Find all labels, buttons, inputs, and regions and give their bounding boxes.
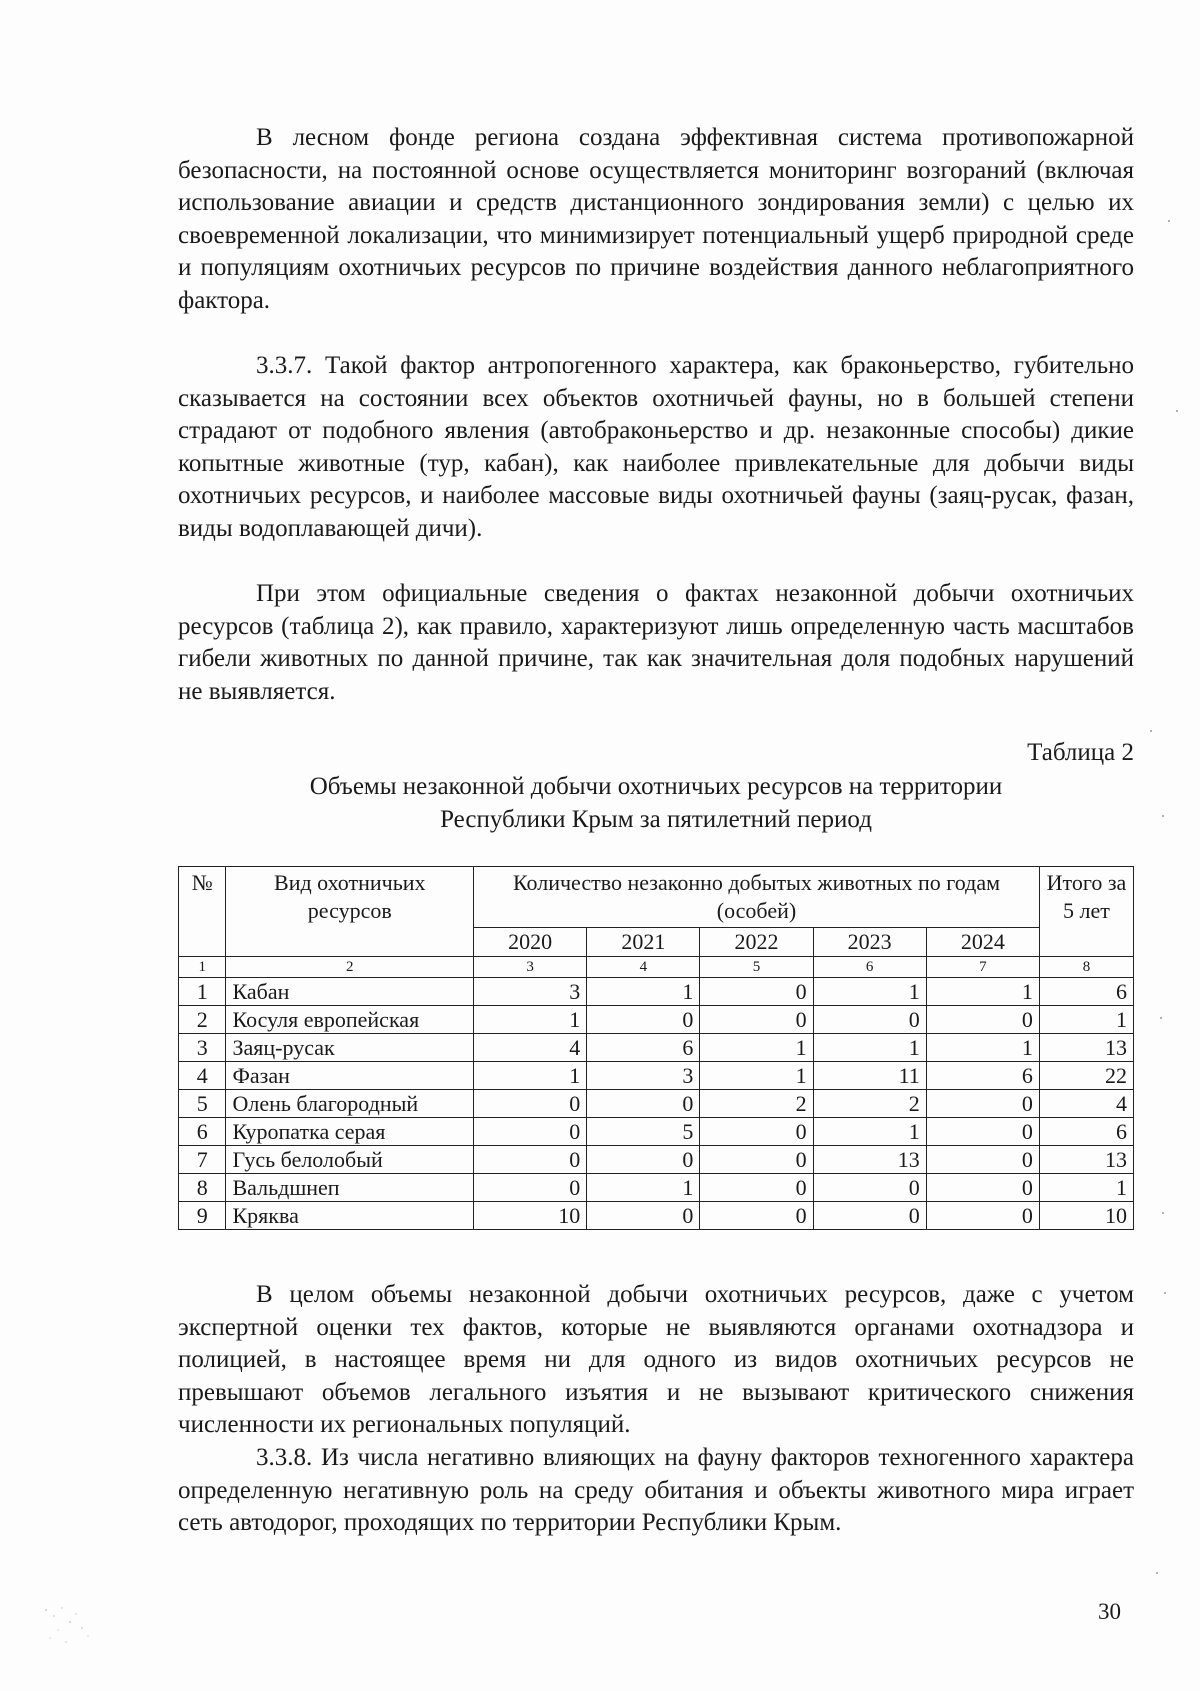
year-value: 0 [926, 1174, 1039, 1202]
paragraph-fire-safety: В лесном фонде региона создана эффективная система противопожарной безопасности, на постоянной основе осуществляется мониторинг возгораний (включая использование авиации и средств дистанционного зондирования земли) с целью их своевременной локализации, что минимизирует потенциальный ущерб природной среде и популяциям охотничьих ресурсов по причине воздействия данного неблагоприятного фактора. [178, 124, 1134, 314]
year-value: 1 [474, 1006, 587, 1034]
column-number: 7 [926, 957, 1039, 978]
year-value: 5 [587, 1118, 700, 1146]
paragraph-overall-assessment: В целом объемы незаконной добычи охотничьих ресурсов, даже с учетом экспертной оценки тех фактов, которые не выявляются органами охотнадзора и полицией, в настоящее время ни для одного из видов охотничьих ресурсов не превышают объемов легального изъятия и не вызывают критического снижения численности их региональных популяций. [178, 1281, 1134, 1438]
scan-speck [1168, 220, 1170, 222]
year-value: 0 [700, 1202, 813, 1230]
table-row [179, 1006, 1134, 1034]
total-value: 22 [1039, 1062, 1133, 1090]
year-value: 10 [474, 1202, 587, 1230]
year-value: 0 [813, 1202, 926, 1230]
year-value: 2 [700, 1090, 813, 1118]
table-title [178, 771, 1134, 836]
total-value: 13 [1039, 1034, 1133, 1062]
year-value: 0 [813, 1174, 926, 1202]
year-value: 0 [926, 1006, 1039, 1034]
row-number: 1 [179, 978, 226, 1006]
total-value: 4 [1039, 1090, 1133, 1118]
column-number: 3 [474, 957, 587, 978]
year-value: 1 [700, 1034, 813, 1062]
header-species: Вид охотничьих ресурсов [226, 867, 474, 957]
total-value: 6 [1039, 1118, 1133, 1146]
species-name: Кабан [226, 978, 474, 1006]
column-number: 4 [587, 957, 700, 978]
table-label: Таблица 2 [1027, 739, 1134, 766]
species-name: Заяц-русак [226, 1034, 474, 1062]
year-value: 0 [926, 1202, 1039, 1230]
scan-speck [1164, 1292, 1166, 1294]
species-name: Гусь белолобый [226, 1146, 474, 1174]
header-number: № [179, 867, 226, 957]
row-number: 6 [179, 1118, 226, 1146]
column-number: 6 [813, 957, 926, 978]
header-count: Количество незаконно добытых животных по годам (особей) [474, 867, 1040, 928]
year-value: 1 [813, 978, 926, 1006]
year-value: 0 [587, 1146, 700, 1174]
row-number: 7 [179, 1146, 226, 1174]
table-row [179, 1062, 1134, 1090]
species-name: Куропатка серая [226, 1118, 474, 1146]
header-year: 2023 [813, 928, 926, 957]
year-value: 0 [474, 1174, 587, 1202]
scan-speck [1162, 1212, 1164, 1214]
year-value: 1 [813, 1034, 926, 1062]
paragraph-poaching: 3.3.7. Такой фактор антропогенного характера, как браконьерство, губительно сказывается на состоянии всех объектов охотничьей фауны, но в большей степени страдают от подобного явления (автобраконьерство и др. незаконные способы) дикие копытные животные (тур, кабан), как наиболее привлекательные для добычи виды охотничьих ресурсов, и наиболее массовые виды охотничьей фауны (заяц-русак, фазан, виды водоплавающей дичи). [178, 352, 1134, 542]
year-value: 1 [813, 1118, 926, 1146]
scan-speck [1162, 815, 1164, 817]
column-number: 8 [1039, 957, 1133, 978]
header-year: 2024 [926, 928, 1039, 957]
year-value: 6 [926, 1062, 1039, 1090]
year-value: 1 [587, 978, 700, 1006]
column-number: 1 [179, 957, 226, 978]
row-number: 8 [179, 1174, 226, 1202]
table-row [179, 1202, 1134, 1230]
species-name: Косуля европейская [226, 1006, 474, 1034]
paragraph-official-data: При этом официальные сведения о фактах незаконной добычи охотничьих ресурсов (таблица 2), как правило, характеризуют лишь определенную часть масштабов гибели животных по данной причине, так как значительная доля подобных нарушений не выявляется. [178, 580, 1134, 705]
table-row [179, 1034, 1134, 1062]
total-value: 1 [1039, 1174, 1133, 1202]
row-number: 5 [179, 1090, 226, 1118]
year-value: 3 [587, 1062, 700, 1090]
year-value: 1 [926, 1034, 1039, 1062]
header-year: 2020 [474, 928, 587, 957]
year-value: 0 [926, 1146, 1039, 1174]
year-value: 0 [813, 1006, 926, 1034]
table-title-line-1: Объемы незаконной добычи охотничьих ресурсов на территории [309, 773, 1003, 800]
table-row [179, 1174, 1134, 1202]
header-year: 2021 [587, 928, 700, 957]
table-row [179, 978, 1134, 1006]
species-name: Кряква [226, 1202, 474, 1230]
year-value: 1 [587, 1174, 700, 1202]
year-value: 0 [474, 1146, 587, 1174]
table-column-numbers-row [179, 957, 1134, 978]
row-number: 2 [179, 1006, 226, 1034]
year-value: 3 [474, 978, 587, 1006]
year-value: 1 [700, 1062, 813, 1090]
illegal-harvest-table [178, 866, 1134, 1230]
column-number: 2 [226, 957, 474, 978]
year-value: 0 [700, 1146, 813, 1174]
year-value: 0 [926, 1090, 1039, 1118]
year-value: 0 [587, 1006, 700, 1034]
year-value: 0 [587, 1090, 700, 1118]
scan-speck [1176, 410, 1178, 412]
table-row [179, 1118, 1134, 1146]
species-name: Олень благородный [226, 1090, 474, 1118]
year-value: 0 [474, 1090, 587, 1118]
year-value: 1 [474, 1062, 587, 1090]
row-number: 9 [179, 1202, 226, 1230]
species-name: Вальдшнеп [226, 1174, 474, 1202]
total-value: 10 [1039, 1202, 1133, 1230]
year-value: 2 [813, 1090, 926, 1118]
table-row [179, 1146, 1134, 1174]
year-value: 0 [700, 1118, 813, 1146]
year-value: 11 [813, 1062, 926, 1090]
row-number: 3 [179, 1034, 226, 1062]
scan-speck [1156, 1572, 1158, 1574]
year-value: 4 [474, 1034, 587, 1062]
year-value: 0 [474, 1118, 587, 1146]
year-value: 13 [813, 1146, 926, 1174]
column-number: 5 [700, 957, 813, 978]
table-header-row [179, 867, 1134, 928]
year-value: 0 [926, 1118, 1039, 1146]
paragraph-road-network: 3.3.8. Из числа негативно влияющих на фауну факторов техногенного характера определенную негативную роль на среду обитания и объекты животного мира играет сеть автодорог, проходящих по территории Республики Крым. [178, 1444, 1134, 1536]
scan-speck [1160, 1017, 1162, 1019]
year-value: 0 [700, 1006, 813, 1034]
species-name: Фазан [226, 1062, 474, 1090]
year-value: 6 [587, 1034, 700, 1062]
year-value: 1 [926, 978, 1039, 1006]
table-title-line-2: Республики Крым за пятилетний период [440, 805, 872, 833]
year-value: 0 [700, 1174, 813, 1202]
header-total: Итого за 5 лет [1039, 867, 1133, 957]
year-value: 0 [587, 1202, 700, 1230]
total-value: 6 [1039, 978, 1133, 1006]
total-value: 13 [1039, 1146, 1133, 1174]
scan-speck [1150, 730, 1152, 732]
total-value: 1 [1039, 1006, 1133, 1034]
year-value: 0 [700, 978, 813, 1006]
table-row [179, 1090, 1134, 1118]
row-number: 4 [179, 1062, 226, 1090]
page-number: 30 [1098, 1599, 1121, 1624]
header-year: 2022 [700, 928, 813, 957]
scan-smudge [36, 1600, 106, 1650]
table-body [179, 978, 1134, 1230]
